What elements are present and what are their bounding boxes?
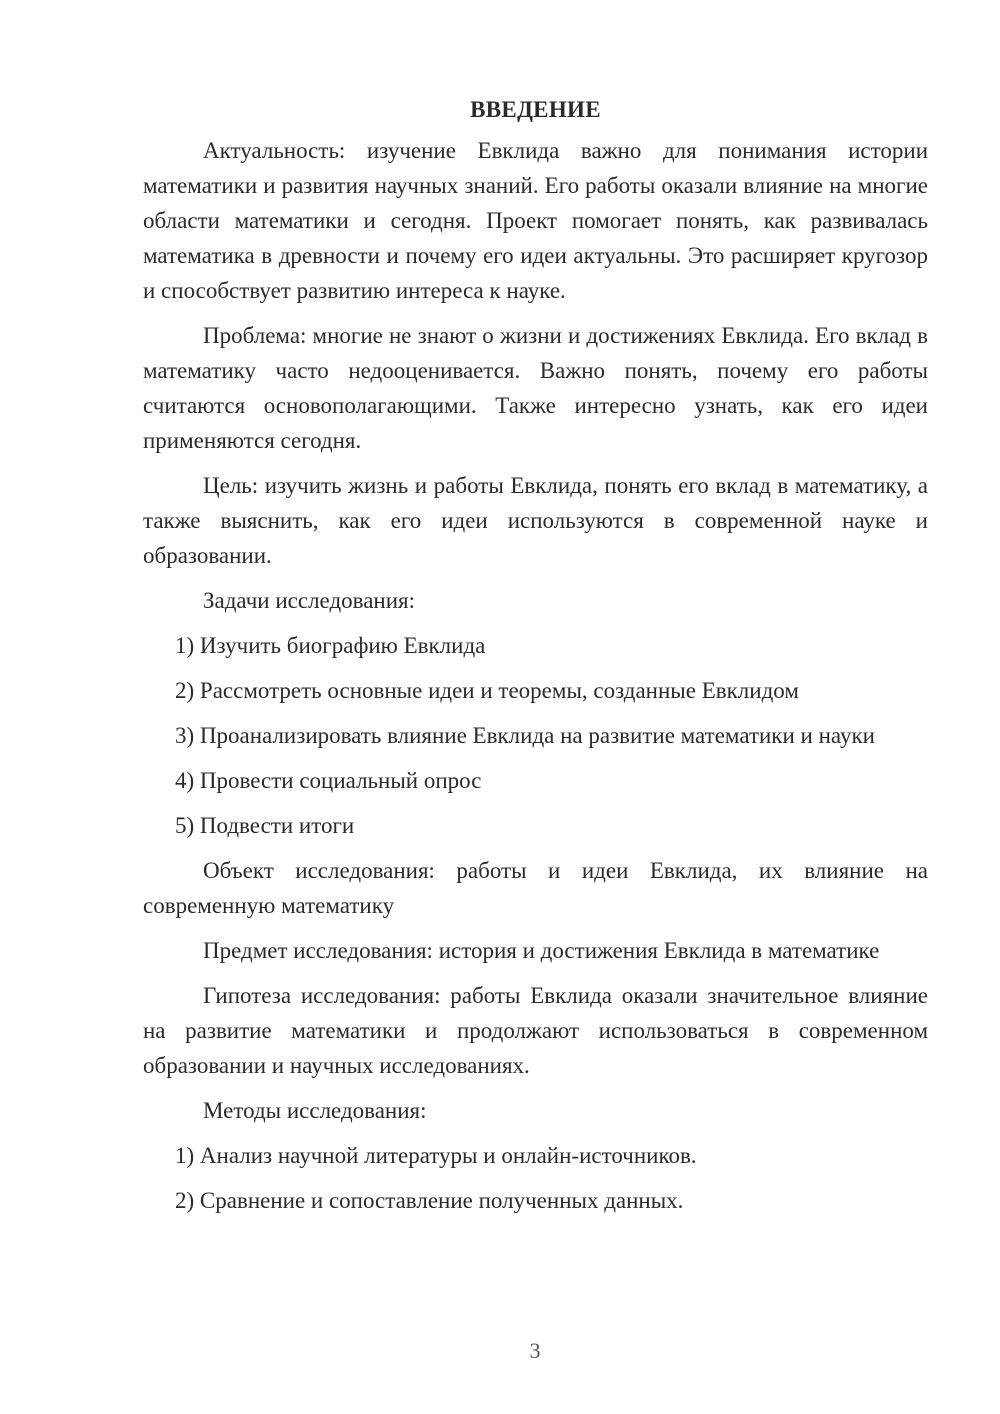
page-number: 3	[529, 1338, 541, 1363]
task-item: 4) Провести социальный опрос	[175, 768, 482, 793]
tasks-heading: Задачи исследования:	[203, 588, 416, 613]
page-title: ВВЕДЕНИЕ	[470, 97, 601, 122]
task-item: 1) Изучить биографию Евклида	[175, 633, 486, 658]
subject-paragraph: Предмет исследования: история и достижения Евклида в математике	[203, 938, 880, 963]
task-item: 5) Подвести итоги	[175, 813, 355, 838]
task-item: 2) Рассмотреть основные идеи и теоремы, созданные Евклидом	[175, 678, 799, 703]
hypothesis-paragraph: Гипотеза исследования: работы Евклида оказали значительное влияние на развитие математики и продолжают использоваться в современном образовании и научных исследованиях.	[143, 983, 928, 1078]
method-item: 2) Сравнение и сопоставление полученных данных.	[175, 1188, 684, 1213]
methods-heading: Методы исследования:	[203, 1098, 427, 1123]
tasks-list	[143, 628, 928, 843]
method-item: 1) Анализ научной литературы и онлайн-источников.	[175, 1143, 697, 1168]
methods-list	[143, 1138, 928, 1218]
page-content	[143, 92, 928, 1228]
relevance-paragraph: Актуальность: изучение Евклида важно для понимания истории математики и развития научных знаний. Его работы оказали влияние на многие области математики и сегодня. Проект помогает понять, как развивалась математика в древности и почему его идеи актуальны. Это расширяет кругозор и способствует развитию интереса к науке.	[143, 138, 928, 303]
object-paragraph: Объект исследования: работы и идеи Евклида, их влияние на современную математику	[143, 858, 928, 918]
task-item: 3) Проанализировать влияние Евклида на развитие математики и науки	[175, 723, 875, 748]
goal-paragraph: Цель: изучить жизнь и работы Евклида, понять его вклад в математику, а также выяснить, как его идеи используются в современной науке и образовании.	[143, 473, 928, 568]
problem-paragraph: Проблема: многие не знают о жизни и достижениях Евклида. Его вклад в математику часто недооценивается. Важно понять, почему его работы считаются основополагающими. Также интересно узнать, как его идеи применяются сегодня.	[143, 323, 928, 453]
